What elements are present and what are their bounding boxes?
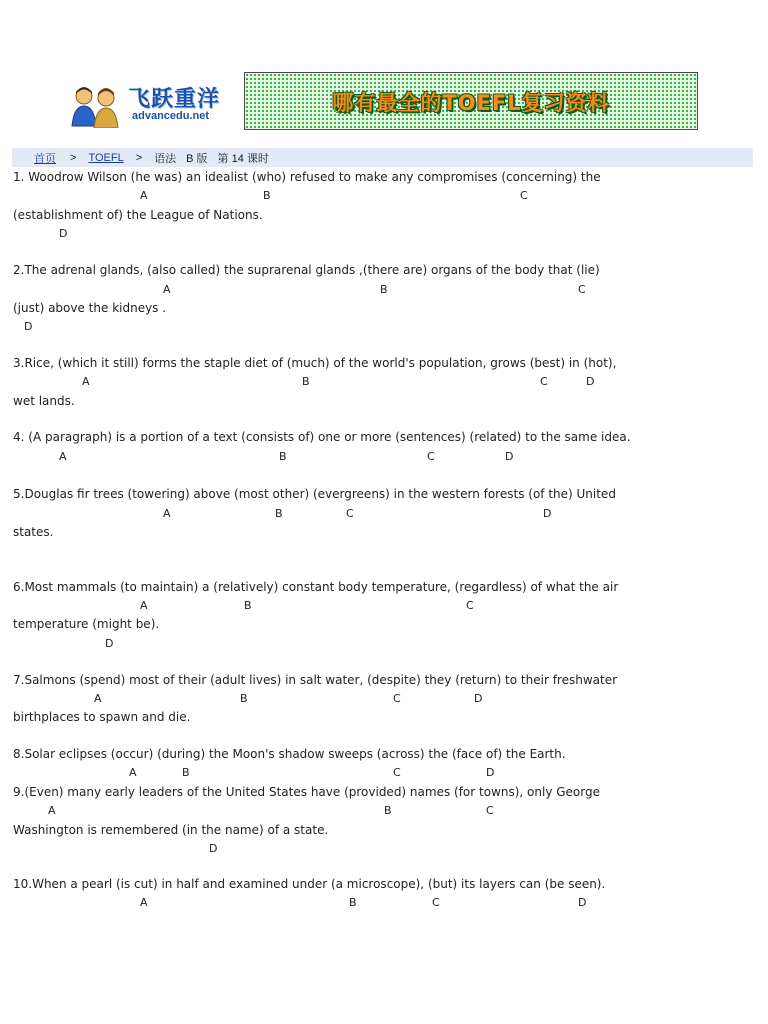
answer-mark-a: A xyxy=(48,804,56,817)
answer-mark-b: B xyxy=(263,189,271,202)
question-text: wet lands. xyxy=(13,394,75,408)
answer-mark-c: C xyxy=(486,804,494,817)
breadcrumb-home-link[interactable]: 首页 xyxy=(34,152,56,165)
question-text: states. xyxy=(13,525,54,539)
answer-mark-a: A xyxy=(140,599,148,612)
answer-mark-a: A xyxy=(129,766,137,779)
answer-mark-d: D xyxy=(578,896,587,909)
answer-mark-a: A xyxy=(82,375,90,388)
question-text: 4. (A paragraph) is a portion of a text (consists of) one or more (sentences) (related) to the same idea. xyxy=(13,430,631,444)
answer-mark-b: B xyxy=(302,375,310,388)
answer-mark-d: D xyxy=(505,450,514,463)
question-text: 3.Rice, (which it still) forms the staple diet of (much) of the world's population, grows (best) in (hot), xyxy=(13,356,617,370)
question-text: 5.Douglas fir trees (towering) above (most other) (evergreens) in the western forests (of the) United xyxy=(13,487,616,501)
question-text: Washington is remembered (in the name) of a state. xyxy=(13,823,329,837)
answer-mark-a: A xyxy=(163,507,171,520)
breadcrumb-separator: > xyxy=(70,151,77,164)
banner-text: 哪有最全的TOEFL复习资料 xyxy=(332,91,610,115)
answer-mark-b: B xyxy=(240,692,248,705)
answer-mark-b: B xyxy=(349,896,357,909)
answer-mark-b: B xyxy=(244,599,252,612)
breadcrumb-separator: > xyxy=(135,151,143,164)
answer-mark-b: B xyxy=(275,507,283,520)
question-text: 8.Solar eclipses (occur) (during) the Moon's shadow sweeps (across) the (face of) the Earth. xyxy=(13,747,566,761)
site-logo[interactable] xyxy=(68,80,244,130)
breadcrumb-grammar: 语法 xyxy=(154,152,177,165)
question-text: 10.When a pearl (is cut) in half and examined under (a microscope), (but) its layers can (be seen). xyxy=(13,877,606,891)
breadcrumb-lesson: 第 14 课时 xyxy=(217,152,269,165)
answer-mark-b: B xyxy=(279,450,287,463)
answer-mark-c: C xyxy=(393,692,401,705)
answer-mark-d: D xyxy=(474,692,483,705)
question-text: 9.(Even) many early leaders of the United States have (provided) names (for towns), only George xyxy=(13,785,600,799)
answer-mark-c: C xyxy=(432,896,440,909)
answer-mark-c: C xyxy=(520,189,528,202)
answer-mark-a: A xyxy=(140,189,148,202)
answer-mark-c: C xyxy=(346,507,354,520)
answer-mark-d: D xyxy=(209,842,218,855)
answer-mark-a: A xyxy=(140,896,148,909)
answer-mark-a: A xyxy=(163,283,171,296)
breadcrumb-version: B 版 xyxy=(186,152,208,165)
answer-mark-d: D xyxy=(486,766,495,779)
answer-mark-d: D xyxy=(543,507,552,520)
answer-mark-d: D xyxy=(59,227,68,240)
question-text: birthplaces to spawn and die. xyxy=(13,710,191,724)
answer-mark-d: D xyxy=(105,637,114,650)
breadcrumb-toefl-link[interactable]: TOEFL xyxy=(88,151,124,164)
question-text: 7.Salmons (spend) most of their (adult lives) in salt water, (despite) they (return) to their freshwater xyxy=(13,673,618,687)
answer-mark-d: D xyxy=(586,375,595,388)
logo-text: 飞跃重洋 xyxy=(128,87,221,112)
answer-mark-c: C xyxy=(427,450,435,463)
answer-mark-a: A xyxy=(94,692,102,705)
answer-mark-a: A xyxy=(59,450,67,463)
ad-banner[interactable] xyxy=(244,72,698,130)
question-text: 2.The adrenal glands, (also called) the suprarenal glands ,(there are) organs of the body that (lie) xyxy=(13,263,600,277)
answer-mark-b: B xyxy=(384,804,392,817)
question-text: 6.Most mammals (to maintain) a (relatively) constant body temperature, (regardless) of what the air xyxy=(13,580,619,594)
people-logo-icon xyxy=(70,84,126,128)
answer-mark-c: C xyxy=(540,375,548,388)
answer-mark-c: C xyxy=(393,766,401,779)
answer-mark-c: C xyxy=(466,599,474,612)
answer-mark-d: D xyxy=(24,320,33,333)
question-text: temperature (might be). xyxy=(13,617,160,631)
answer-mark-c: C xyxy=(578,283,586,296)
answer-mark-b: B xyxy=(182,766,190,779)
breadcrumb xyxy=(12,148,753,167)
question-text: (just) above the kidneys . xyxy=(13,301,167,315)
answer-mark-b: B xyxy=(380,283,388,296)
question-text: (establishment of) the League of Nations. xyxy=(13,208,263,222)
question-text: 1. Woodrow Wilson (he was) an idealist (who) refused to make any compromises (concerning) the xyxy=(13,170,601,184)
logo-url: advancedu.net xyxy=(132,110,210,122)
site-header xyxy=(68,72,698,132)
